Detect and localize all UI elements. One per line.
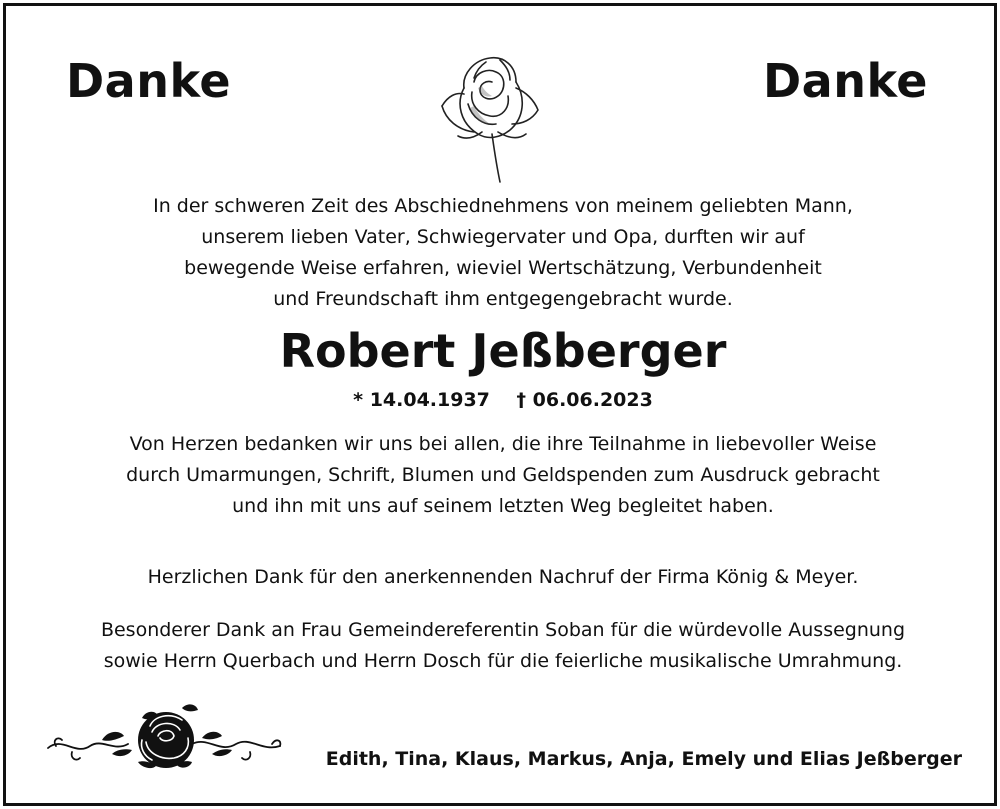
rose-vine-icon xyxy=(42,696,292,776)
deceased-name: Robert Jeßberger xyxy=(279,324,727,378)
obituary-frame xyxy=(3,3,997,806)
intro-line: und Freundschaft ihm entgegengebracht wurde. xyxy=(273,288,733,310)
firm-thanks-paragraph xyxy=(6,562,1000,593)
intro-line: bewegende Weise erfahren, wieviel Wertschätzung, Verbundenheit xyxy=(184,257,822,279)
intro-paragraph xyxy=(6,191,1000,315)
thanks-paragraph xyxy=(6,429,1000,522)
firm-thanks-line: Herzlichen Dank für den anerkennenden Nachruf der Firma König & Meyer. xyxy=(147,566,859,588)
family-signature: Edith, Tina, Klaus, Markus, Anja, Emely und Elias Jeßberger xyxy=(325,748,962,770)
special-thanks-line: sowie Herrn Querbach und Herrn Dosch für die feierliche musikalische Umrahmung. xyxy=(103,650,903,672)
thanks-line: und ihn mit uns auf seinem letzten Weg begleitet haben. xyxy=(232,495,774,517)
danke-heading-left: Danke xyxy=(66,54,232,108)
death-date: † 06.06.2023 xyxy=(516,389,653,411)
special-thanks-line: Besonderer Dank an Frau Gemeindereferentin Soban für die würdevolle Aussegnung xyxy=(100,619,906,641)
intro-line: unserem lieben Vater, Schwiegervater und Opa, durften wir auf xyxy=(201,226,805,248)
special-thanks-paragraph xyxy=(6,615,1000,677)
danke-heading-right: Danke xyxy=(762,54,928,108)
life-dates xyxy=(6,389,1000,411)
intro-line: In der schweren Zeit des Abschiednehmens von meinem geliebten Mann, xyxy=(153,195,853,217)
birth-date: * 14.04.1937 xyxy=(353,389,490,411)
thanks-line: durch Umarmungen, Schrift, Blumen und Geldspenden zum Ausdruck gebracht xyxy=(126,464,880,486)
thanks-line: Von Herzen bedanken wir uns bei allen, die ihre Teilnahme in liebevoller Weise xyxy=(129,433,877,455)
rose-icon xyxy=(434,48,544,184)
